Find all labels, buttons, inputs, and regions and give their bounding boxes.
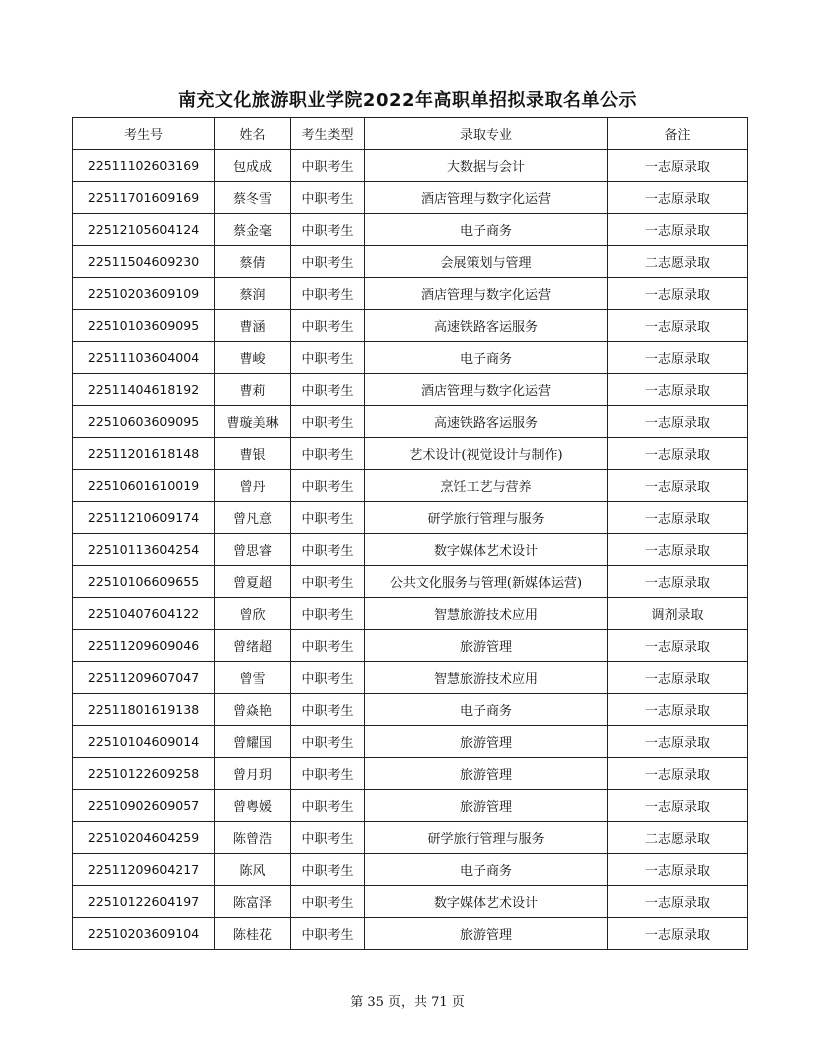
candidate-type-cell: 中职考生 [291, 534, 365, 566]
major-cell: 高速铁路客运服务 [365, 310, 608, 342]
table-row [73, 502, 748, 534]
name-cell: 曾凡意 [215, 502, 291, 534]
table-body [73, 150, 748, 950]
remark-cell: 一志原录取 [608, 214, 748, 246]
major-cell: 高速铁路客运服务 [365, 406, 608, 438]
exam-number-cell: 22511504609230 [73, 246, 215, 278]
table-row [73, 854, 748, 886]
major-cell: 酒店管理与数字化运营 [365, 278, 608, 310]
candidate-type-cell: 中职考生 [291, 630, 365, 662]
remark-cell: 一志原录取 [608, 278, 748, 310]
exam-number-cell: 22511209604217 [73, 854, 215, 886]
remark-cell: 二志愿录取 [608, 822, 748, 854]
exam-number-cell: 22510106609655 [73, 566, 215, 598]
table-row [73, 662, 748, 694]
name-cell: 蔡润 [215, 278, 291, 310]
exam-number-cell: 22510603609095 [73, 406, 215, 438]
table-row [73, 310, 748, 342]
table-row [73, 150, 748, 182]
major-cell: 大数据与会计 [365, 150, 608, 182]
name-cell: 陈曾浩 [215, 822, 291, 854]
name-cell: 曾焱艳 [215, 694, 291, 726]
name-cell: 曾绪超 [215, 630, 291, 662]
remark-cell: 调剂录取 [608, 598, 748, 630]
name-cell: 曾雪 [215, 662, 291, 694]
name-cell: 曹峻 [215, 342, 291, 374]
name-cell: 曾耀国 [215, 726, 291, 758]
name-cell: 曾月玥 [215, 758, 291, 790]
name-cell: 曾粤媛 [215, 790, 291, 822]
name-cell: 曾欣 [215, 598, 291, 630]
table-header-row [73, 118, 748, 150]
table-row [73, 214, 748, 246]
exam-number-cell: 22510601610019 [73, 470, 215, 502]
major-cell: 酒店管理与数字化运营 [365, 182, 608, 214]
name-cell: 曾思睿 [215, 534, 291, 566]
exam-number-cell: 22510407604122 [73, 598, 215, 630]
exam-number-cell: 22511102603169 [73, 150, 215, 182]
remark-cell: 一志原录取 [608, 790, 748, 822]
candidate-type-cell: 中职考生 [291, 310, 365, 342]
candidate-type-cell: 中职考生 [291, 246, 365, 278]
name-cell: 陈风 [215, 854, 291, 886]
exam-number-cell: 22511701609169 [73, 182, 215, 214]
exam-number-cell: 22511103604004 [73, 342, 215, 374]
table-row [73, 374, 748, 406]
candidate-type-cell: 中职考生 [291, 470, 365, 502]
name-cell: 曹莉 [215, 374, 291, 406]
major-cell: 智慧旅游技术应用 [365, 598, 608, 630]
table-row [73, 918, 748, 950]
table-row [73, 886, 748, 918]
page-title: 南充文化旅游职业学院2022年高职单招拟录取名单公示 [177, 90, 638, 111]
name-cell: 陈桂花 [215, 918, 291, 950]
exam-number-cell: 22511404618192 [73, 374, 215, 406]
table-row [73, 822, 748, 854]
name-cell: 陈富泽 [215, 886, 291, 918]
exam-number-cell: 22510104609014 [73, 726, 215, 758]
candidate-type-cell: 中职考生 [291, 694, 365, 726]
table-row [73, 630, 748, 662]
header-name: 姓名 [215, 118, 291, 150]
header-exam-number: 考生号 [73, 118, 215, 150]
candidate-type-cell: 中职考生 [291, 886, 365, 918]
remark-cell: 一志原录取 [608, 630, 748, 662]
header-major: 录取专业 [365, 118, 608, 150]
candidate-type-cell: 中职考生 [291, 374, 365, 406]
candidate-type-cell: 中职考生 [291, 598, 365, 630]
candidate-type-cell: 中职考生 [291, 182, 365, 214]
table-row [73, 182, 748, 214]
major-cell: 电子商务 [365, 342, 608, 374]
exam-number-cell: 22511201618148 [73, 438, 215, 470]
name-cell: 蔡冬雪 [215, 182, 291, 214]
major-cell: 智慧旅游技术应用 [365, 662, 608, 694]
admission-table [72, 117, 748, 950]
remark-cell: 一志原录取 [608, 566, 748, 598]
candidate-type-cell: 中职考生 [291, 406, 365, 438]
remark-cell: 一志原录取 [608, 694, 748, 726]
remark-cell: 一志原录取 [608, 150, 748, 182]
table-row [73, 758, 748, 790]
remark-cell: 一志原录取 [608, 182, 748, 214]
remark-cell: 一志原录取 [608, 886, 748, 918]
table-row [73, 790, 748, 822]
remark-cell: 二志愿录取 [608, 246, 748, 278]
major-cell: 数字媒体艺术设计 [365, 886, 608, 918]
name-cell: 曹璇美琳 [215, 406, 291, 438]
exam-number-cell: 22512105604124 [73, 214, 215, 246]
major-cell: 旅游管理 [365, 758, 608, 790]
exam-number-cell: 22511801619138 [73, 694, 215, 726]
exam-number-cell: 22511210609174 [73, 502, 215, 534]
exam-number-cell: 22511209607047 [73, 662, 215, 694]
remark-cell: 一志原录取 [608, 534, 748, 566]
major-cell: 电子商务 [365, 854, 608, 886]
exam-number-cell: 22510122604197 [73, 886, 215, 918]
exam-number-cell: 22511209609046 [73, 630, 215, 662]
table-row [73, 438, 748, 470]
remark-cell: 一志原录取 [608, 758, 748, 790]
remark-cell: 一志原录取 [608, 918, 748, 950]
major-cell: 数字媒体艺术设计 [365, 534, 608, 566]
name-cell: 蔡倩 [215, 246, 291, 278]
exam-number-cell: 22510203609109 [73, 278, 215, 310]
remark-cell: 一志原录取 [608, 726, 748, 758]
table-row [73, 534, 748, 566]
major-cell: 研学旅行管理与服务 [365, 502, 608, 534]
header-remark: 备注 [608, 118, 748, 150]
table-row [73, 246, 748, 278]
exam-number-cell: 22510103609095 [73, 310, 215, 342]
candidate-type-cell: 中职考生 [291, 726, 365, 758]
header-candidate-type: 考生类型 [291, 118, 365, 150]
remark-cell: 一志原录取 [608, 342, 748, 374]
candidate-type-cell: 中职考生 [291, 566, 365, 598]
remark-cell: 一志原录取 [608, 502, 748, 534]
candidate-type-cell: 中职考生 [291, 214, 365, 246]
remark-cell: 一志原录取 [608, 662, 748, 694]
name-cell: 曹涵 [215, 310, 291, 342]
candidate-type-cell: 中职考生 [291, 854, 365, 886]
exam-number-cell: 22510902609057 [73, 790, 215, 822]
major-cell: 会展策划与管理 [365, 246, 608, 278]
major-cell: 电子商务 [365, 694, 608, 726]
exam-number-cell: 22510122609258 [73, 758, 215, 790]
name-cell: 曾夏超 [215, 566, 291, 598]
table-row [73, 406, 748, 438]
candidate-type-cell: 中职考生 [291, 278, 365, 310]
major-cell: 旅游管理 [365, 726, 608, 758]
candidate-type-cell: 中职考生 [291, 150, 365, 182]
name-cell: 曾丹 [215, 470, 291, 502]
candidate-type-cell: 中职考生 [291, 758, 365, 790]
remark-cell: 一志原录取 [608, 374, 748, 406]
candidate-type-cell: 中职考生 [291, 342, 365, 374]
name-cell: 曹银 [215, 438, 291, 470]
major-cell: 旅游管理 [365, 918, 608, 950]
candidate-type-cell: 中职考生 [291, 502, 365, 534]
remark-cell: 一志原录取 [608, 406, 748, 438]
table-row [73, 598, 748, 630]
table-row [73, 470, 748, 502]
table-row [73, 726, 748, 758]
remark-cell: 一志原录取 [608, 854, 748, 886]
major-cell: 旅游管理 [365, 630, 608, 662]
exam-number-cell: 22510204604259 [73, 822, 215, 854]
major-cell: 烹饪工艺与营养 [365, 470, 608, 502]
candidate-type-cell: 中职考生 [291, 918, 365, 950]
major-cell: 艺术设计(视觉设计与制作) [365, 438, 608, 470]
page-footer: 第 35 页，共 71 页 [350, 995, 465, 1010]
major-cell: 公共文化服务与管理(新媒体运营) [365, 566, 608, 598]
remark-cell: 一志原录取 [608, 470, 748, 502]
candidate-type-cell: 中职考生 [291, 822, 365, 854]
exam-number-cell: 22510203609104 [73, 918, 215, 950]
candidate-type-cell: 中职考生 [291, 438, 365, 470]
candidate-type-cell: 中职考生 [291, 790, 365, 822]
table-row [73, 278, 748, 310]
major-cell: 酒店管理与数字化运营 [365, 374, 608, 406]
name-cell: 蔡金毫 [215, 214, 291, 246]
major-cell: 研学旅行管理与服务 [365, 822, 608, 854]
major-cell: 电子商务 [365, 214, 608, 246]
table-row [73, 566, 748, 598]
name-cell: 包成成 [215, 150, 291, 182]
table-row [73, 694, 748, 726]
candidate-type-cell: 中职考生 [291, 662, 365, 694]
remark-cell: 一志原录取 [608, 310, 748, 342]
major-cell: 旅游管理 [365, 790, 608, 822]
remark-cell: 一志原录取 [608, 438, 748, 470]
exam-number-cell: 22510113604254 [73, 534, 215, 566]
table-row [73, 342, 748, 374]
